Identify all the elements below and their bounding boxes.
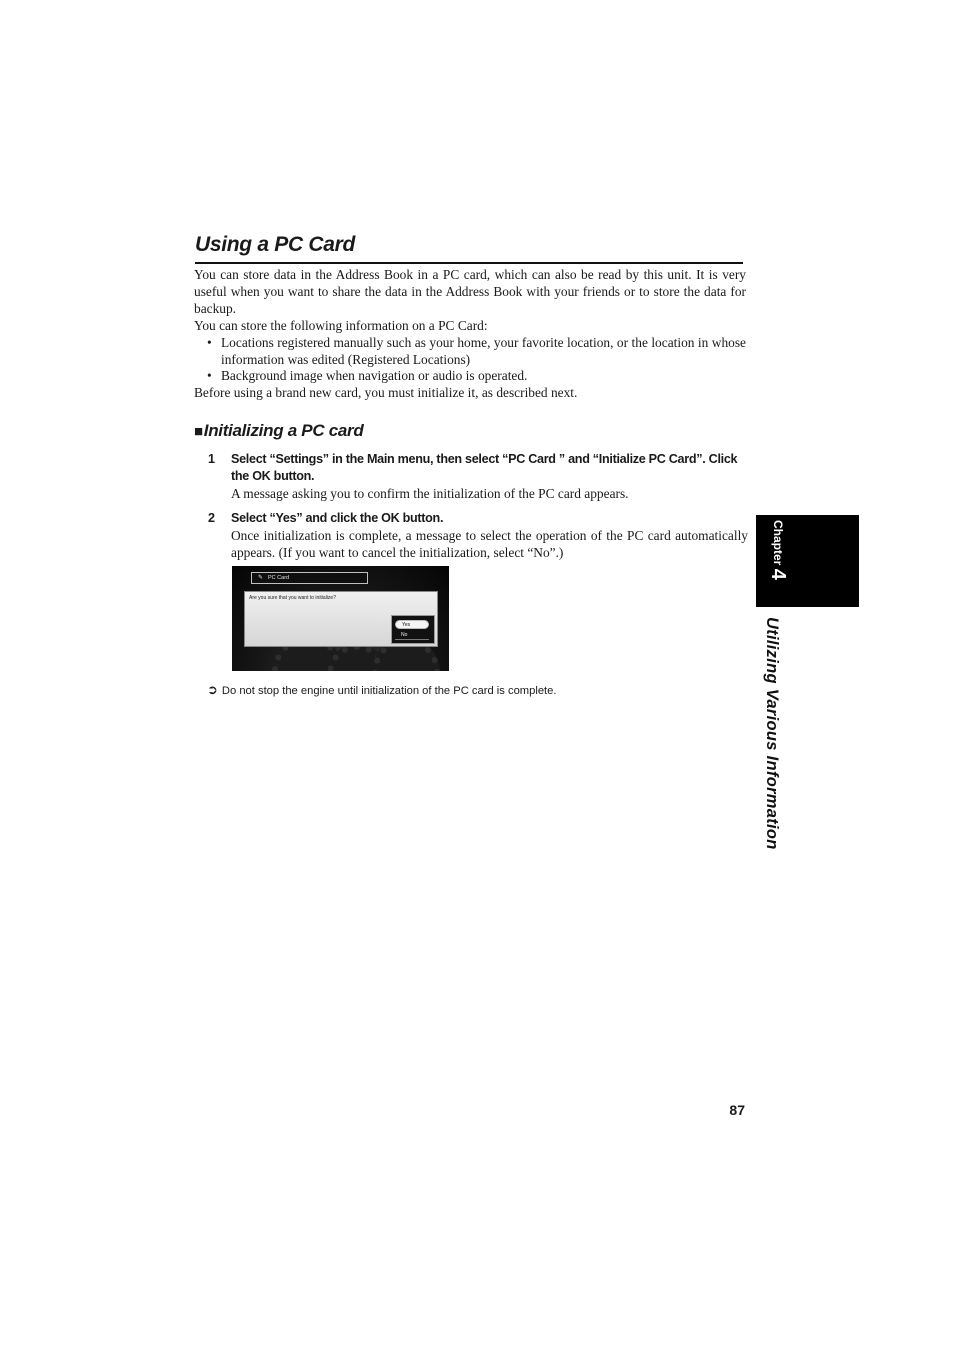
note (207, 681, 556, 700)
list-intro-paragraph: You can store the following information on a PC Card: (194, 317, 488, 333)
bullet-item (194, 335, 746, 369)
step-2 (208, 510, 748, 561)
bullet-item (194, 368, 746, 385)
screen-screenshot (232, 566, 449, 671)
section-body (194, 267, 746, 402)
step-description: Once initialization is complete, a message to select the operation of the PC card automatically appears. (If you want to cancel the initialization, select “No”.) (231, 528, 748, 560)
chapter-side-title: Utilizing Various Information (763, 617, 781, 850)
confirm-dialog (244, 591, 438, 647)
arrow-icon: ➲ (207, 682, 218, 697)
bullet-dot-icon: • (207, 368, 212, 384)
dialog-message: Are you sure that you want to initialize? (249, 595, 336, 601)
chapter-tab-label (767, 520, 789, 580)
yes-button[interactable]: Yes (395, 620, 429, 629)
section-title: Using a PC Card (195, 230, 743, 264)
step-number: 1 (208, 452, 216, 466)
screen-header-label: PC Card (268, 575, 290, 581)
bullet-dot-icon: • (207, 334, 212, 350)
subsection-heading (194, 420, 363, 443)
bullet-text: Locations registered manually such as your home, your favorite location, or the location in whose information was edited (Registered Locations) (221, 334, 746, 367)
closing-paragraph: Before using a brand new card, you must initialize it, as described next. (194, 385, 578, 401)
step-instruction: Select “Settings” in the Main menu, then select “PC Card ” and “Initialize PC Card”. Click the OK button. (231, 452, 738, 483)
chapter-label: Chapter (771, 520, 785, 566)
page-number: 87 (729, 1102, 745, 1118)
step-instruction: Select “Yes” and click the OK button. (231, 511, 444, 525)
step-1 (208, 451, 748, 502)
intro-paragraph: You can store data in the Address Book in a PC card, which can also be read by this unit. It is very useful when you want to share the data in the Address Book with your friends or to store the data for backup. (194, 267, 746, 316)
dialog-button-group (391, 615, 435, 644)
no-button[interactable]: No (395, 631, 429, 640)
screen-header (251, 572, 368, 584)
square-marker-icon: ■ (194, 423, 203, 440)
step-description: A message asking you to confirm the initialization of the PC card appears. (231, 486, 629, 501)
note-text: Do not stop the engine until initialization of the PC card is complete. (221, 685, 557, 697)
pc-card-icon: ✎ (258, 575, 264, 581)
chapter-number: 4 (767, 568, 789, 580)
step-number: 2 (208, 511, 216, 525)
bullet-text: Background image when navigation or audio is operated. (221, 368, 528, 384)
subsection-title: Initializing a PC card (203, 421, 364, 440)
